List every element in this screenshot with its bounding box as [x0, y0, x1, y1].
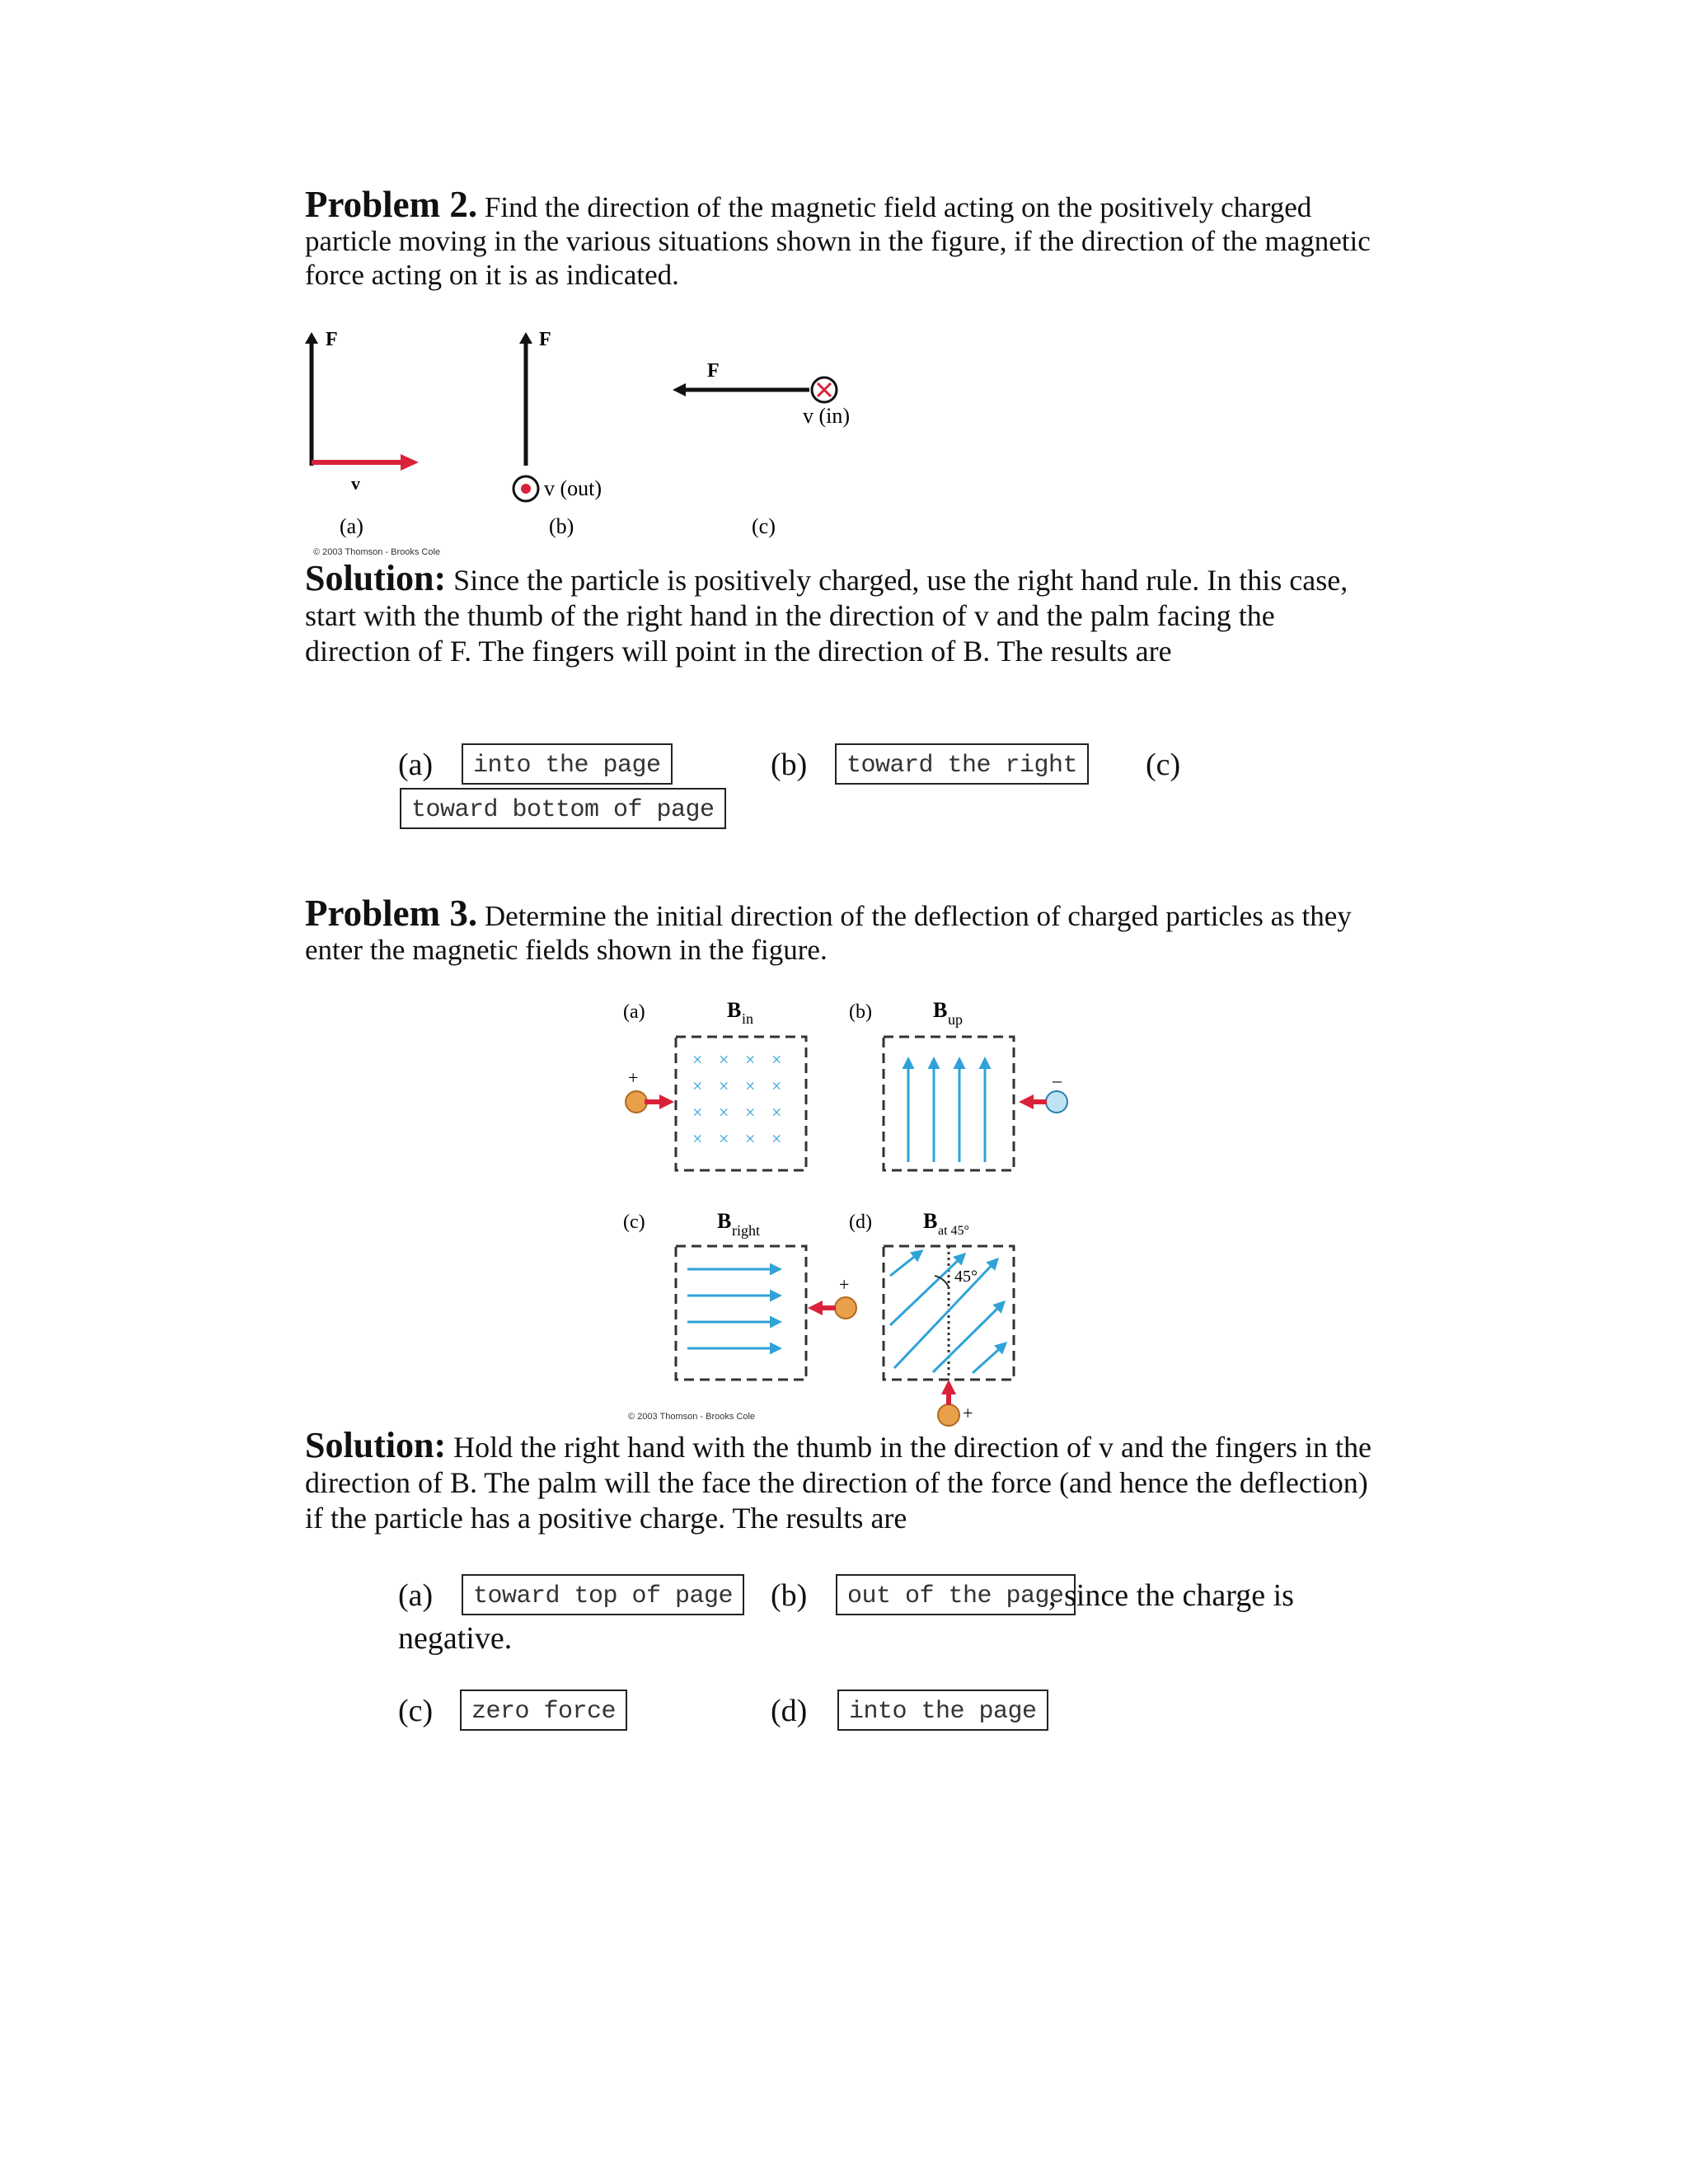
p3-answer-b-label: (b)	[771, 1578, 808, 1613]
problem2-statement	[305, 184, 1376, 292]
fig3d-charge: +	[963, 1403, 973, 1423]
fig2c-label: (c)	[752, 514, 776, 538]
svg-text:×: ×	[719, 1102, 729, 1122]
fig3c-field: B	[717, 1209, 732, 1233]
negative-charge-icon	[1046, 1091, 1067, 1113]
fig3a-charge: +	[628, 1067, 639, 1088]
svg-text:×: ×	[692, 1049, 703, 1070]
svg-text:×: ×	[719, 1128, 729, 1149]
p3-answer-a-label: (a)	[398, 1578, 434, 1613]
fig3b-field: B	[933, 998, 948, 1022]
svg-text:×: ×	[719, 1049, 729, 1070]
p3-answer-c-box: zero force	[460, 1690, 627, 1731]
p3-answer-a-box: toward top of page	[462, 1574, 744, 1615]
p2-answer-a-box: into the page	[462, 743, 673, 785]
problem3-statement	[305, 893, 1376, 967]
problem2-heading: Problem 2.	[305, 184, 478, 225]
problem2-solution	[305, 560, 1376, 669]
fig2b-label: (b)	[549, 514, 574, 538]
fig3-copyright: © 2003 Thomson - Brooks Cole	[628, 1412, 756, 1422]
fig3d-label: (d)	[849, 1212, 872, 1233]
svg-text:×: ×	[745, 1049, 756, 1070]
p2-answer-b-box: toward the right	[835, 743, 1089, 785]
problem3-solution-heading: Solution:	[305, 1425, 447, 1465]
svg-text:×: ×	[771, 1102, 782, 1122]
fig2a-velocity-label: v	[351, 473, 360, 494]
svg-text:×: ×	[719, 1076, 729, 1096]
p3-answer-b-suffix: , since the charge is	[1048, 1578, 1294, 1613]
fig2-copyright: © 2003 Thomson - Brooks Cole	[313, 547, 441, 557]
fig2a-force-label: F	[326, 329, 338, 350]
svg-text:×: ×	[692, 1128, 703, 1149]
fig3a-label: (a)	[623, 1001, 645, 1023]
p3-answer-d-label: (d)	[771, 1694, 808, 1728]
p2-answer-c-box: toward bottom of page	[400, 788, 726, 829]
problem3-solution	[305, 1427, 1376, 1536]
problem3-solution-text: Hold the right hand with the thumb in the direction of v and the fingers in the direction of B. The palm will the face the direction of the force (and hence the deflection) if the particle has a positive charge. The results are	[305, 1431, 1372, 1535]
problem3-text: Determine the initial direction of the deflection of charged particles as they enter the magnetic fields shown in the figure.	[305, 900, 1352, 966]
svg-text:×: ×	[745, 1076, 756, 1096]
fig3c-label: (c)	[623, 1212, 645, 1233]
positive-charge-icon	[626, 1091, 647, 1113]
fig3b-label: (b)	[849, 1001, 872, 1023]
svg-text:×: ×	[692, 1076, 703, 1096]
p3-answer-d-box: into the page	[837, 1690, 1048, 1731]
fig3d-field: B	[923, 1209, 938, 1233]
problem3-figure	[610, 997, 1104, 1434]
fig3c-charge: +	[839, 1274, 850, 1295]
fig3c-field-sub: right	[732, 1222, 760, 1239]
p3-answer-b-box: out of the page	[836, 1574, 1076, 1615]
p3-answer-b-suffix2: negative.	[398, 1621, 513, 1656]
fig3d-field-sub: at 45°	[938, 1224, 969, 1238]
p2-answer-b-label: (b)	[771, 748, 808, 782]
p2-answer-a-label: (a)	[398, 748, 434, 782]
fig2c-velocity-label: v (in)	[803, 404, 851, 428]
fig3a-field-sub: in	[742, 1010, 754, 1027]
fig3d-angle: 45°	[954, 1268, 978, 1286]
svg-text:×: ×	[771, 1076, 782, 1096]
svg-text:×: ×	[692, 1102, 703, 1122]
fig3b-charge: –	[1053, 1070, 1062, 1090]
svg-text:×: ×	[771, 1128, 782, 1149]
fig2b-force-label: F	[539, 329, 551, 350]
fig2b-velocity-label: v (out)	[544, 476, 603, 500]
problem2-solution-text: Since the particle is positively charged, use the right hand rule. In this case, start with the thumb of the right hand in the direction of v and the palm facing the direction of F. The fingers will point in the direction of B. The results are	[305, 564, 1348, 668]
svg-text:×: ×	[745, 1128, 756, 1149]
problem3-heading: Problem 3.	[305, 893, 478, 934]
p3-answer-c-label: (c)	[398, 1694, 434, 1728]
fig3a-field: B	[727, 998, 742, 1022]
fig2a-label: (a)	[340, 514, 363, 538]
svg-text:×: ×	[771, 1049, 782, 1070]
problem2-text: Find the direction of the magnetic field acting on the positively charged particle moving in the various situations shown in the figure, if the direction of the magnetic force acting on it is as indicated.	[305, 191, 1371, 291]
fig3b-field-sub: up	[948, 1011, 963, 1028]
fig2c-force-label: F	[707, 360, 720, 382]
problem2-solution-heading: Solution:	[305, 558, 447, 598]
svg-text:×: ×	[745, 1102, 756, 1122]
p2-answer-c-label: (c)	[1146, 748, 1181, 782]
problem2-figure	[297, 326, 890, 565]
